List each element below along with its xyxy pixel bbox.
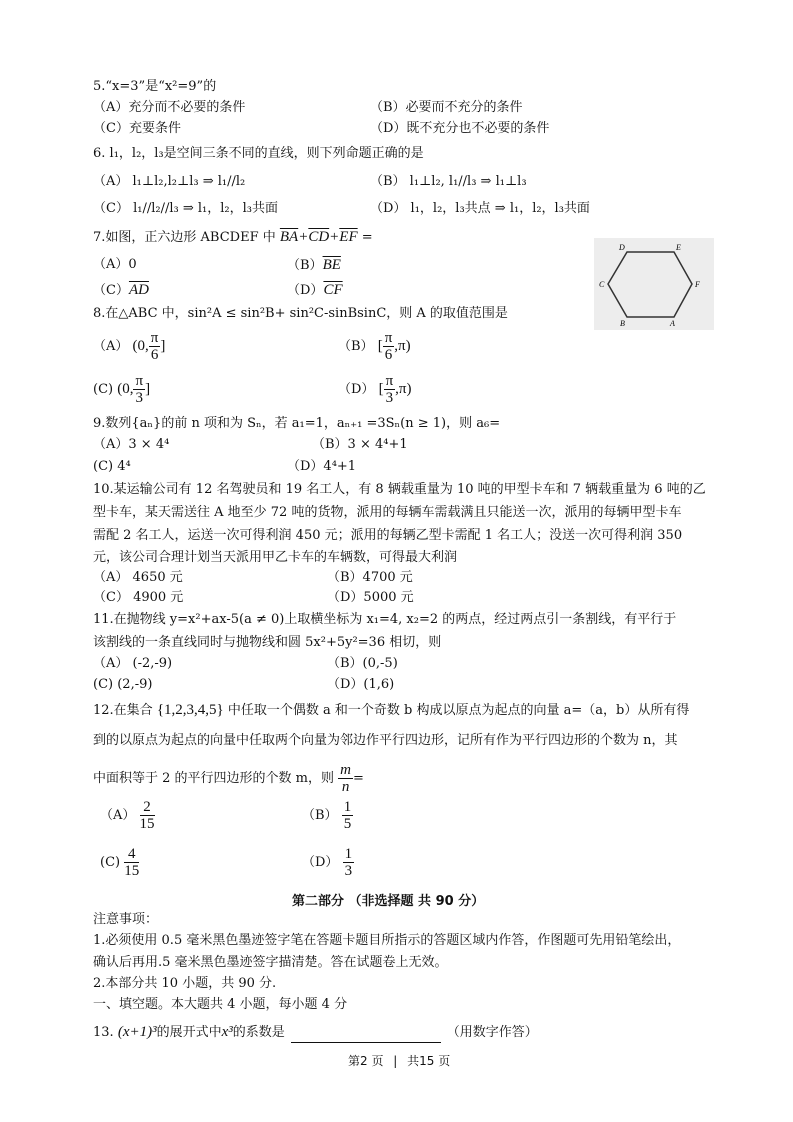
q8-d-num: π <box>385 373 394 389</box>
q5-option-a: （A）充分而不必要的条件 <box>93 100 246 115</box>
q8-c-den: 3 <box>135 390 144 406</box>
q12-line-1-post: 中任取一个偶数 a 和一个奇数 b 构成以原点为起点的向量 a=（a，b）从所有得 <box>227 703 690 718</box>
section-1-title: 一、填空题。本大题共 4 小题，每小题 4 分 <box>93 997 348 1012</box>
q13-mid: 的展开式中 <box>156 1025 222 1040</box>
q7-equals: = <box>361 230 373 245</box>
q8-b-num: π <box>384 330 393 346</box>
q9-option-c: (C) 4⁴ <box>93 459 131 474</box>
q12-b-label: （B） <box>302 808 338 823</box>
q8-a-frac <box>149 330 161 363</box>
q10-line-1: 10.某运输公司有 12 名驾驶员和 19 名工人，有 8 辆载重量为 10 吨的甲型卡车和 7 辆载重量为 6 吨的乙 <box>93 482 706 497</box>
footer-total: 共15 页 <box>407 1054 451 1068</box>
q6-option-a: （A） l₁⊥l₂,l₂⊥l₃ ⇒ l₁//l₂ <box>93 174 246 189</box>
q8-option-a <box>93 330 165 363</box>
q7-option-d <box>287 282 343 299</box>
q12-line-3 <box>93 762 364 795</box>
footer-page: 第2 页 <box>348 1054 384 1068</box>
q7-option-d-vector: $\overline{CF}$ <box>323 282 343 298</box>
q12-d-num: 1 <box>344 846 353 862</box>
q6-option-b: （B） l₁⊥l₂, l₁//l₃ ⇒ l₁⊥l₃ <box>370 174 527 189</box>
q7-option-b-vector: $\overline{BE}$ <box>322 257 341 273</box>
notice-1a: 1.必须使用 0.5 毫米黑色墨迹签字笔在答题卡题目所指示的答题区域内作答，作图题可先用铅笔绘出， <box>93 933 681 948</box>
q11-line-2: 该割线的一条直线同时与抛物线和圆 5x²+5y²=36 相切，则 <box>93 635 442 650</box>
hexagon-svg <box>594 238 714 330</box>
q12-ratio-den: n <box>341 779 350 795</box>
q12-option-a <box>100 799 155 832</box>
q12-line-2: 到的以原点为起点的向量中任取两个向量为邻边作平行四边形，记所有作为平行四边形的个数为 n，其 <box>93 733 678 748</box>
q11-option-c: (C) (2,-9) <box>93 677 153 692</box>
q12-c-den: 15 <box>124 863 140 879</box>
q7-vector-ba: $\overline{BA}$ <box>279 229 299 245</box>
footer-separator: | <box>393 1054 398 1068</box>
hex-label-f: F <box>695 280 700 289</box>
q8-d-close: ,π) <box>395 381 412 397</box>
q12-d-label: （D） <box>302 855 339 870</box>
q9-option-a: （A）3 × 4⁴ <box>93 437 170 452</box>
q8-d-frac <box>384 373 396 406</box>
q8-c-open: (0, <box>117 381 134 397</box>
q11-line-1: 11.在抛物线 y=x²+ax-5(a ≠ 0)上取横坐标为 x₁=4, x₂=2 的两点，经过两点引一条割线，有平行于 <box>93 612 677 627</box>
q11-option-b: （B）(0,-5) <box>327 656 398 671</box>
q12-b-num: 1 <box>343 799 352 815</box>
q12-b-den: 5 <box>343 816 352 832</box>
q12-line-1-pre: 12.在集合 <box>93 703 153 718</box>
q8-b-close: ,π) <box>394 338 411 354</box>
q12-d-frac <box>343 846 355 879</box>
q5-stem: 5.“x=3”是“x²=9”的 <box>93 79 217 94</box>
q5-option-d: （D）既不充分也不必要的条件 <box>370 121 550 136</box>
q12-a-num: 2 <box>140 799 155 816</box>
q10-option-b: （B）4700 元 <box>327 570 413 585</box>
q11-option-d: （D）(1,6) <box>327 677 395 692</box>
q8-b-den: 6 <box>384 347 393 363</box>
q7-option-b <box>287 257 341 274</box>
q7-stem <box>93 229 373 246</box>
q7-option-c-vector: $\overline{AD}$ <box>128 282 149 298</box>
q5-option-b: （B）必要而不充分的条件 <box>370 100 523 115</box>
q13-expression: (x+1)³ <box>117 1024 157 1040</box>
q8-d-label: （D） <box>338 382 375 397</box>
q7-option-b-label: （B） <box>287 258 323 273</box>
q12-ratio <box>338 762 353 795</box>
q8-d-open: [ <box>378 381 384 397</box>
q13-var: x³ <box>221 1024 233 1040</box>
q12-option-c <box>100 846 139 879</box>
q10-line-4: 元，该公司合理计划当天派用甲乙卡车的车辆数，可得最大利润 <box>93 550 458 565</box>
q10-option-a: （A） 4650 元 <box>93 570 183 585</box>
hex-label-b: B <box>620 319 625 328</box>
q12-c-label: (C) <box>100 855 121 870</box>
q8-b-frac <box>383 330 395 363</box>
part2-title: 第二部分 （非选择题 共 90 分） <box>292 894 485 909</box>
q10-option-d: （D）5000 元 <box>327 590 414 605</box>
q7-stem-text: 7.如图，正六边形 ABCDEF 中 <box>93 230 276 245</box>
q8-option-c <box>93 373 150 406</box>
q12-b-frac <box>342 799 354 832</box>
q6-stem: 6. l₁，l₂，l₃是空间三条不同的直线，则下列命题正确的是 <box>93 146 424 161</box>
q9-stem: 9.数列{aₙ}的前 n 项和为 Sₙ，若 a₁=1，aₙ₊₁ =3Sₙ(n ≥ 1)，则 a₆= <box>93 416 501 431</box>
q8-a-label: （A） <box>93 339 129 354</box>
q12-ratio-num: m <box>340 762 351 778</box>
q12-line-1 <box>93 702 689 719</box>
q12-equals: = <box>352 771 364 786</box>
q7-vector-ef: $\overline{EF}$ <box>339 229 358 245</box>
q12-option-b <box>302 799 353 832</box>
q6-option-c: （C） l₁//l₂//l₃ ⇒ l₁，l₂，l₃共面 <box>93 201 278 216</box>
q5-option-c: （C）充要条件 <box>93 121 181 136</box>
q8-a-close: ] <box>160 338 166 354</box>
q12-c-num: 4 <box>124 846 139 863</box>
q7-plus-1: + <box>298 229 309 245</box>
q7-vector-cd: $\overline{CD}$ <box>308 229 330 245</box>
q13 <box>93 1022 538 1043</box>
hex-label-e: E <box>676 243 681 252</box>
q9-option-d: （D）4⁴+1 <box>287 459 357 474</box>
hex-label-d: D <box>619 243 625 252</box>
q8-b-open: [ <box>377 338 383 354</box>
q12-d-den: 3 <box>344 863 353 879</box>
q7-option-c <box>93 282 149 299</box>
q12-line-3-pre: 中面积等于 2 的平行四边形的个数 m，则 <box>93 771 334 786</box>
q7-option-c-label: （C） <box>93 283 129 298</box>
q8-c-close: ] <box>145 381 151 397</box>
q10-line-3: 需配 2 名工人，运送一次可得利润 450 元；派用的每辆乙型卡需配 1 名工人；没送一次可得利润 350 <box>93 528 683 543</box>
hexagon-shape <box>608 252 692 317</box>
q12-a-frac <box>140 799 155 832</box>
q12-a-label: （A） <box>100 808 136 823</box>
hex-label-a: A <box>670 319 675 328</box>
q12-a-den: 15 <box>139 816 155 832</box>
q8-option-d <box>338 373 411 406</box>
q8-a-den: 6 <box>150 347 159 363</box>
q8-stem: 8.在△ABC 中，sin²A ≤ sin²B+ sin²C-sinBsinC，则 A 的取值范围是 <box>93 306 508 321</box>
q8-d-den: 3 <box>385 390 394 406</box>
page-footer <box>348 1052 450 1069</box>
q8-c-num: π <box>135 373 144 389</box>
q13-answer-blank[interactable] <box>291 1028 441 1043</box>
hexagon-figure <box>594 238 714 330</box>
q6-option-d: （D） l₁，l₂，l₃共点 ⇒ l₁，l₂，l₃共面 <box>370 201 590 216</box>
q11-option-a: （A） (-2,-9) <box>93 656 173 671</box>
q8-a-num: π <box>150 330 159 346</box>
q7-plus-2: + <box>329 229 340 245</box>
q8-c-label: (C) <box>93 382 114 397</box>
q10-option-c: （C） 4900 元 <box>93 590 184 605</box>
notice-title: 注意事项： <box>93 912 159 927</box>
q7-option-d-label: （D） <box>287 283 324 298</box>
q8-a-open: (0, <box>132 338 149 354</box>
q13-hint: （用数字作答） <box>446 1025 538 1040</box>
q10-line-2: 型卡车，某天需送往 A 地至少 72 吨的货物，派用的每辆车需载满且只能送一次，派用的每辆甲型卡车 <box>93 505 682 520</box>
q13-number: 13. <box>93 1025 114 1040</box>
hex-label-c: C <box>599 280 605 289</box>
q12-c-frac <box>124 846 139 879</box>
q13-post: 的系数是 <box>232 1025 285 1040</box>
q8-option-b <box>338 330 411 363</box>
q8-b-label: （B） <box>338 339 374 354</box>
notice-2: 2.本部分共 10 小题，共 90 分. <box>93 976 277 991</box>
q12-set: {1,2,3,4,5} <box>156 702 224 718</box>
q8-c-frac <box>133 373 145 406</box>
q7-option-a: （A）0 <box>93 257 137 272</box>
q9-option-b: （B）3 × 4⁴+1 <box>312 437 408 452</box>
notice-1b: 确认后再用.5 毫米黑色墨迹签字描清楚。答在试题卷上无效。 <box>93 955 448 970</box>
q12-option-d <box>302 846 354 879</box>
